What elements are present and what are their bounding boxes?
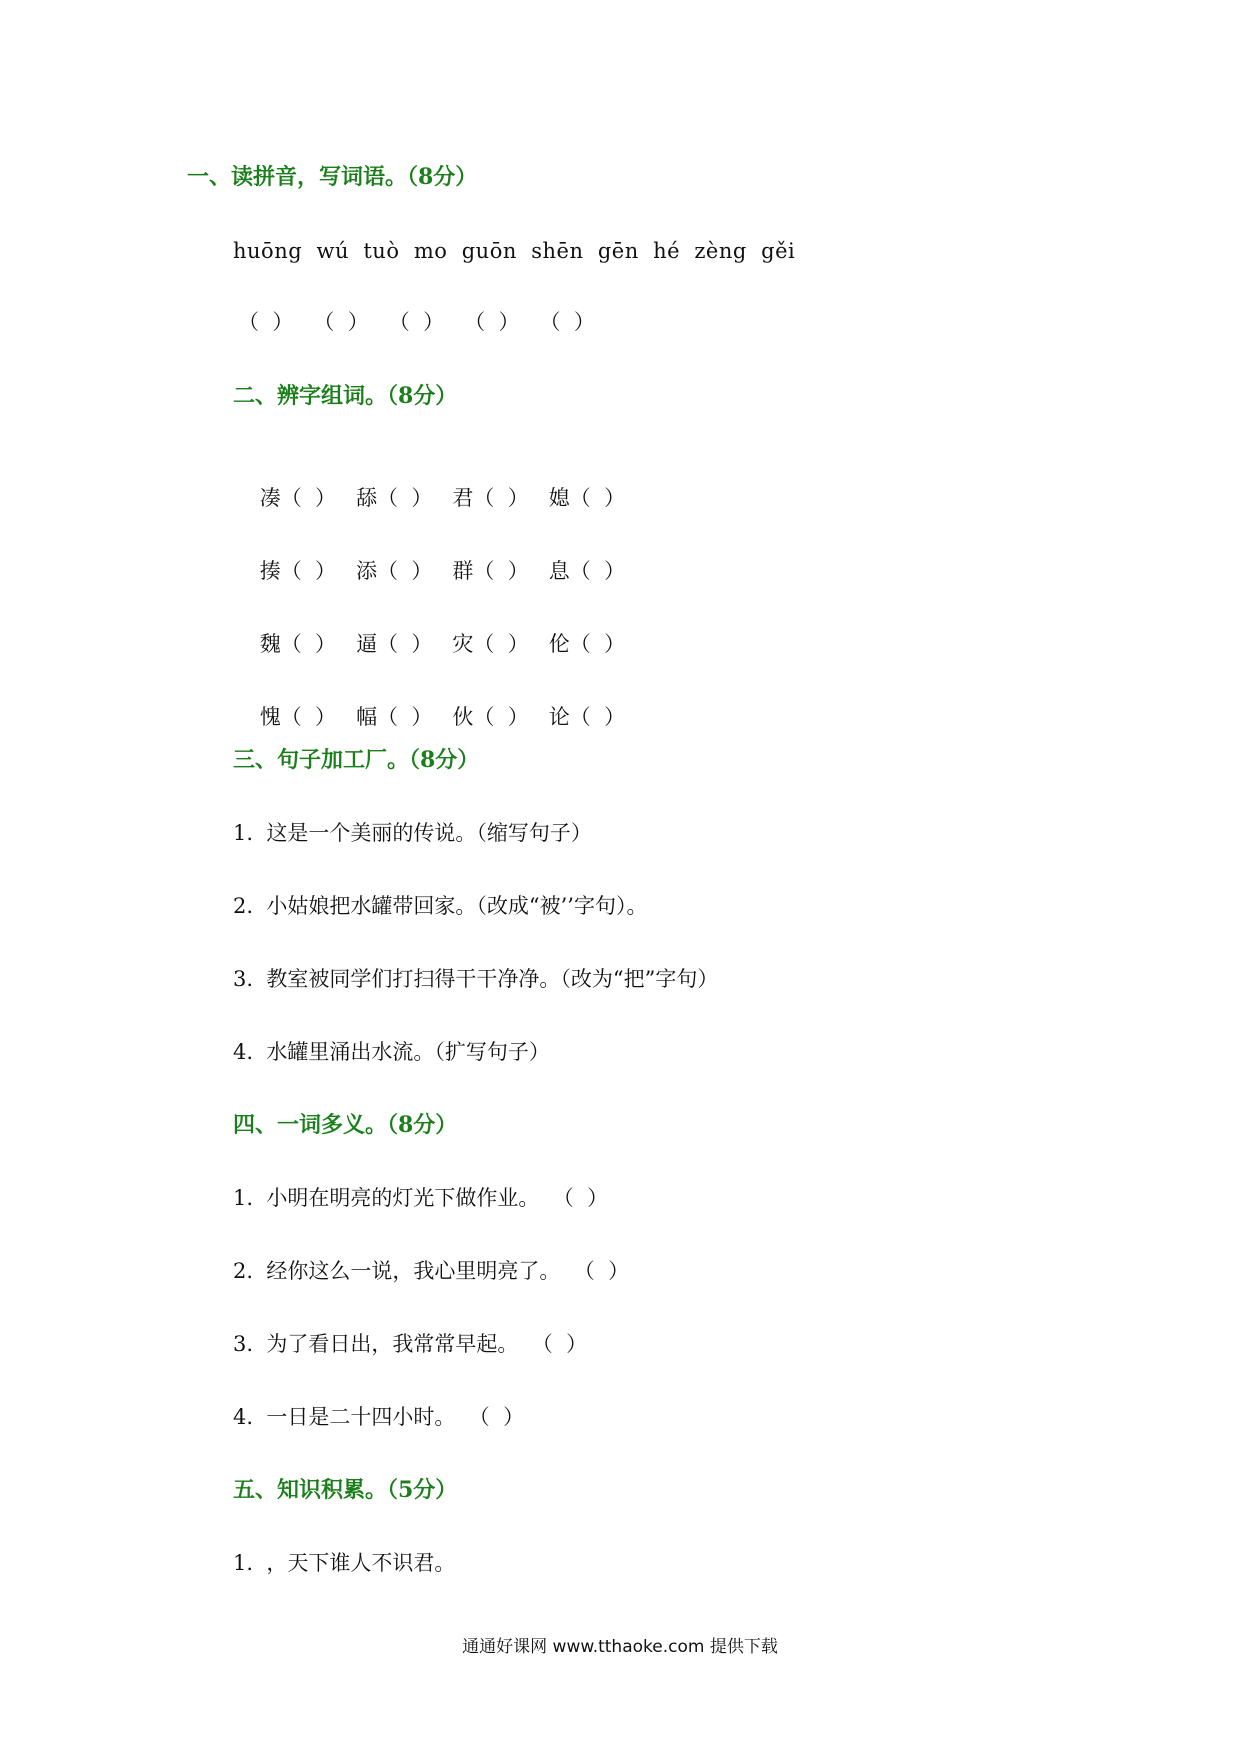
meaning-item-1: 1. 小明在明亮的灯光下做作业。 （ ）: [233, 1186, 609, 1210]
section-heading-4: 四、一词多义。（8分）: [233, 1112, 458, 1138]
sentence-item-1: 1. 这是一个美丽的传说。（缩写句子）: [233, 821, 592, 845]
char-item: 群（ ）: [452, 559, 529, 583]
char-item: 添（ ）: [356, 559, 433, 583]
sentence-item-4: 4. 水罐里涌出水流。（扩写句子）: [233, 1040, 550, 1064]
section-heading-5: 五、知识积累。（5分）: [233, 1477, 458, 1503]
pinyin-answer-blanks: （ ） （ ） （ ） （ ） （ ）: [238, 310, 595, 334]
page-footer: 通通好课网 www.tthaoke.com 提供下载: [462, 1637, 778, 1657]
knowledge-item-1: 1. ，天下谁人不识君。: [233, 1551, 456, 1575]
char-item: 逼（ ）: [356, 632, 433, 656]
char-item: 魏（ ）: [259, 632, 337, 656]
char-item: 幅（ ）: [356, 705, 433, 729]
char-item: 愧（ ）: [259, 705, 337, 729]
pinyin-line: huōng wú tuò mo guōn shēn gēn hé zèng gěi: [233, 239, 796, 263]
char-item: 论（ ）: [548, 705, 626, 729]
section-heading-3: 三、句子加工厂。（8分）: [233, 747, 480, 773]
char-item: 媳（ ）: [548, 486, 626, 510]
char-item: 息（ ）: [548, 559, 626, 583]
sentence-item-3: 3. 教室被同学们打扫得干干净净。（改为“把”字句）: [233, 967, 719, 991]
section-heading-2: 二、辨字组词。（8分）: [233, 383, 458, 409]
char-item: 君（ ）: [452, 486, 529, 510]
section-heading-1: 一、读拼音，写词语。（8分）: [187, 164, 478, 190]
char-item: 凑（ ）: [259, 486, 337, 510]
char-item: 揍（ ）: [259, 559, 337, 583]
sentence-item-2: 2. 小姑娘把水罐带回家。（改成“被’’字句）。: [233, 894, 648, 918]
meaning-item-4: 4. 一日是二十四小时。 （ ）: [233, 1405, 525, 1429]
meaning-item-3: 3. 为了看日出，我常常早起。 （ ）: [233, 1332, 588, 1356]
char-item: 舔（ ）: [356, 486, 433, 510]
char-item: 灾（ ）: [452, 632, 529, 656]
char-item: 伙（ ）: [452, 705, 529, 729]
char-item: 伦（ ）: [548, 632, 626, 656]
meaning-item-2: 2. 经你这么一说，我心里明亮了。 （ ）: [233, 1259, 630, 1283]
